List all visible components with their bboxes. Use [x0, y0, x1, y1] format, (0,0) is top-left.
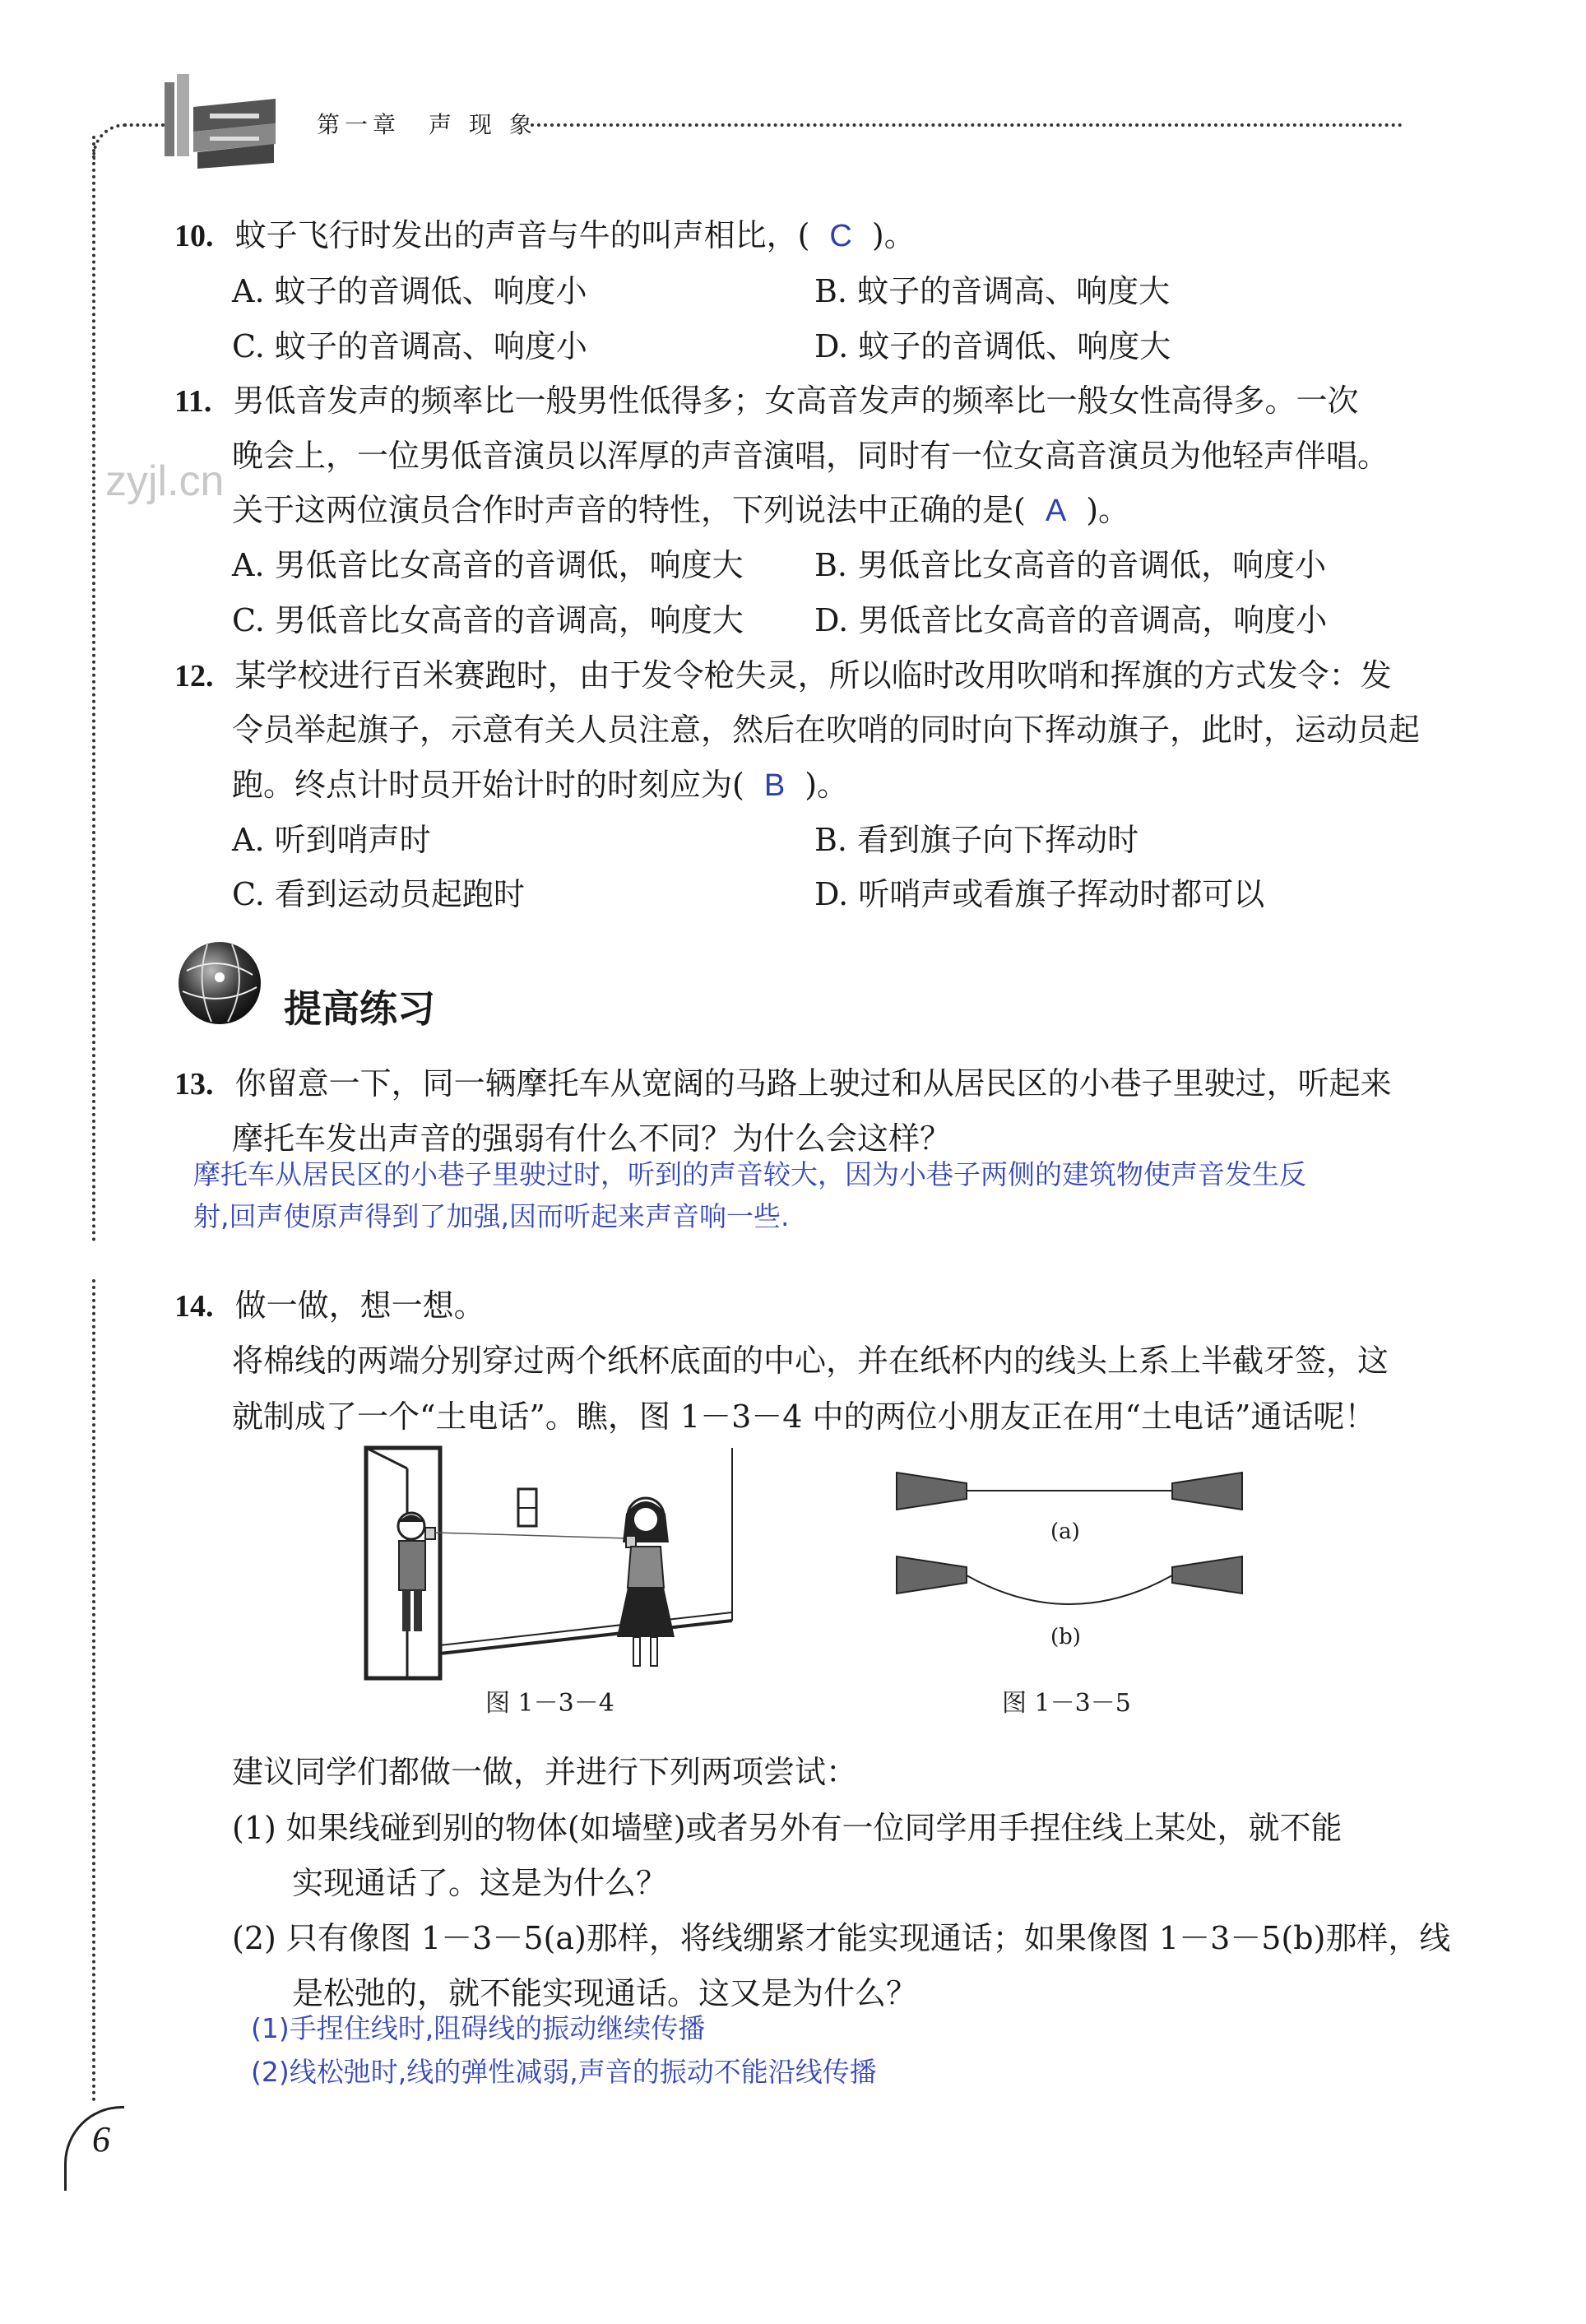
handwritten-answer: (1)手捏住线时,阻碍线的振动继续传播 — [251, 2012, 706, 2044]
sub-question-1-cont: 实现通话了。这是为什么？ — [292, 1865, 668, 1901]
header-dotted-line-right — [531, 123, 1403, 127]
left-margin-dotted-line — [92, 136, 95, 1242]
answer-mark: B — [763, 768, 786, 803]
option-d: D. 男低音比女高音的音调高，响度小 — [814, 602, 1328, 638]
figure-caption: 图 1－3－5 — [1002, 1689, 1131, 1718]
handwritten-answer: 射,回声使原声得到了加强,因而听起来声音响一些. — [193, 1200, 790, 1232]
header-corner-curve — [92, 123, 128, 160]
question-12 — [174, 647, 1392, 704]
question-line-text: 关于这两位演员合作时声音的特性，下列说法中正确的是( — [232, 492, 1026, 528]
handwritten-answer: (2)线松弛时,线的弹性减弱,声音的振动不能沿线传播 — [251, 2056, 877, 2088]
option-c: C. 蚊子的音调高、响度小 — [232, 328, 587, 364]
question-number: 14. — [174, 1289, 214, 1324]
question-number: 13. — [174, 1067, 214, 1102]
question-line-end: )。 — [1086, 492, 1130, 528]
section-title: 提高练习 — [284, 986, 435, 1031]
question-title: 做一做，想一想。 — [234, 1287, 485, 1324]
handwritten-answer: 摩托车从居民区的小巷子里驶过时，听到的声音较大，因为小巷子两侧的建筑物使声音发生反 — [193, 1158, 1306, 1190]
question-line-end: )。 — [805, 767, 849, 803]
option-d: D. 听哨声或看旗子挥动时都可以 — [814, 876, 1265, 912]
figure-caption: 图 1－3－4 — [485, 1689, 614, 1718]
header-dotted-line-left — [123, 123, 165, 127]
page-number: 6 — [92, 2119, 110, 2159]
option-d: D. 蚊子的音调低、响度大 — [814, 328, 1171, 364]
answer-mark: C — [829, 219, 852, 253]
option-b: B. 蚊子的音调高、响度大 — [814, 273, 1171, 309]
question-line-text: 跑。终点计时员开始计时的时刻应为( — [232, 767, 744, 803]
question-line: 男低音发声的频率比一般男性低得多；女高音发声的频率比一般女性高得多。一次 — [233, 383, 1359, 419]
left-margin-dotted-line-lower — [92, 1279, 95, 2102]
question-10 — [174, 207, 916, 264]
option-c: C. 看到运动员起跑时 — [232, 876, 525, 912]
chapter-title: 第一章 声 现 象 — [317, 111, 537, 138]
sub-question-2: (2) 只有像图 1－3－5(a)那样，将线绷紧才能实现通话；如果像图 1－3－5(b)那样，线 — [232, 1920, 1451, 1956]
figure-children-phone — [358, 1444, 736, 1682]
option-a: A. 听到哨声时 — [232, 822, 431, 858]
question-line — [232, 757, 848, 814]
question-14 — [174, 1278, 485, 1334]
question-number: 10. — [174, 219, 214, 253]
option-b: B. 看到旗子向下挥动时 — [814, 822, 1139, 858]
question-line: 摩托车发出声音的强弱有什么不同？为什么会这样？ — [232, 1120, 952, 1157]
globe-icon — [174, 938, 265, 1028]
question-line — [232, 482, 1129, 539]
option-c: C. 男低音比女高音的音调高，响度大 — [232, 602, 744, 638]
question-stem-end: )。 — [871, 217, 916, 253]
question-line: 令员举起旗子，示意有关人员注意，然后在吹哨的同时向下挥动旗子，此时，运动员起 — [232, 712, 1421, 748]
option-a: A. 男低音比女高音的音调低，响度大 — [232, 547, 744, 583]
question-line: 你留意一下，同一辆摩托车从宽阔的马路上驶过和从居民区的小巷子里驶过，听起来 — [234, 1065, 1392, 1102]
question-stem: 蚊子飞行时发出的声音与牛的叫声相比，( — [234, 217, 810, 253]
option-a: A. 蚊子的音调低、响度小 — [232, 273, 587, 309]
sub-question-1: (1) 如果线碰到别的物体(如墙壁)或者另外有一位同学用手捏住线上某处，就不能 — [232, 1810, 1343, 1846]
question-13 — [174, 1055, 1392, 1112]
sub-question-2-cont: 是松弛的，就不能实现通话。这又是为什么？ — [292, 1975, 918, 2011]
question-number: 12. — [174, 659, 214, 693]
figure-label-b: (b) — [1050, 1625, 1081, 1649]
question-11 — [174, 373, 1359, 429]
answer-mark: A — [1045, 494, 1067, 528]
option-b: B. 男低音比女高音的音调低，响度小 — [814, 547, 1327, 583]
figure-label-a: (a) — [1050, 1519, 1080, 1544]
question-paragraph: 就制成了一个“土电话”。瞧，图 1－3－4 中的两位小朋友正在用“土电话”通话呢！ — [232, 1399, 1376, 1435]
book-stack-icon — [160, 66, 280, 173]
question-paragraph: 将棉线的两端分别穿过两个纸杯底面的中心，并在纸杯内的线头上系上半截牙签，这 — [232, 1343, 1389, 1379]
question-line: 晚会上，一位男低音演员以浑厚的声音演唱，同时有一位女高音演员为他轻声伴唱。 — [232, 438, 1389, 474]
watermark: zyjl.cn — [105, 457, 225, 505]
question-paragraph: 建议同学们都做一做，并进行下列两项尝试： — [232, 1754, 858, 1790]
question-number: 11. — [174, 384, 212, 419]
question-line: 某学校进行百米赛跑时，由于发令枪失灵，所以临时改用吹哨和挥旗的方式发令：发 — [234, 657, 1392, 693]
